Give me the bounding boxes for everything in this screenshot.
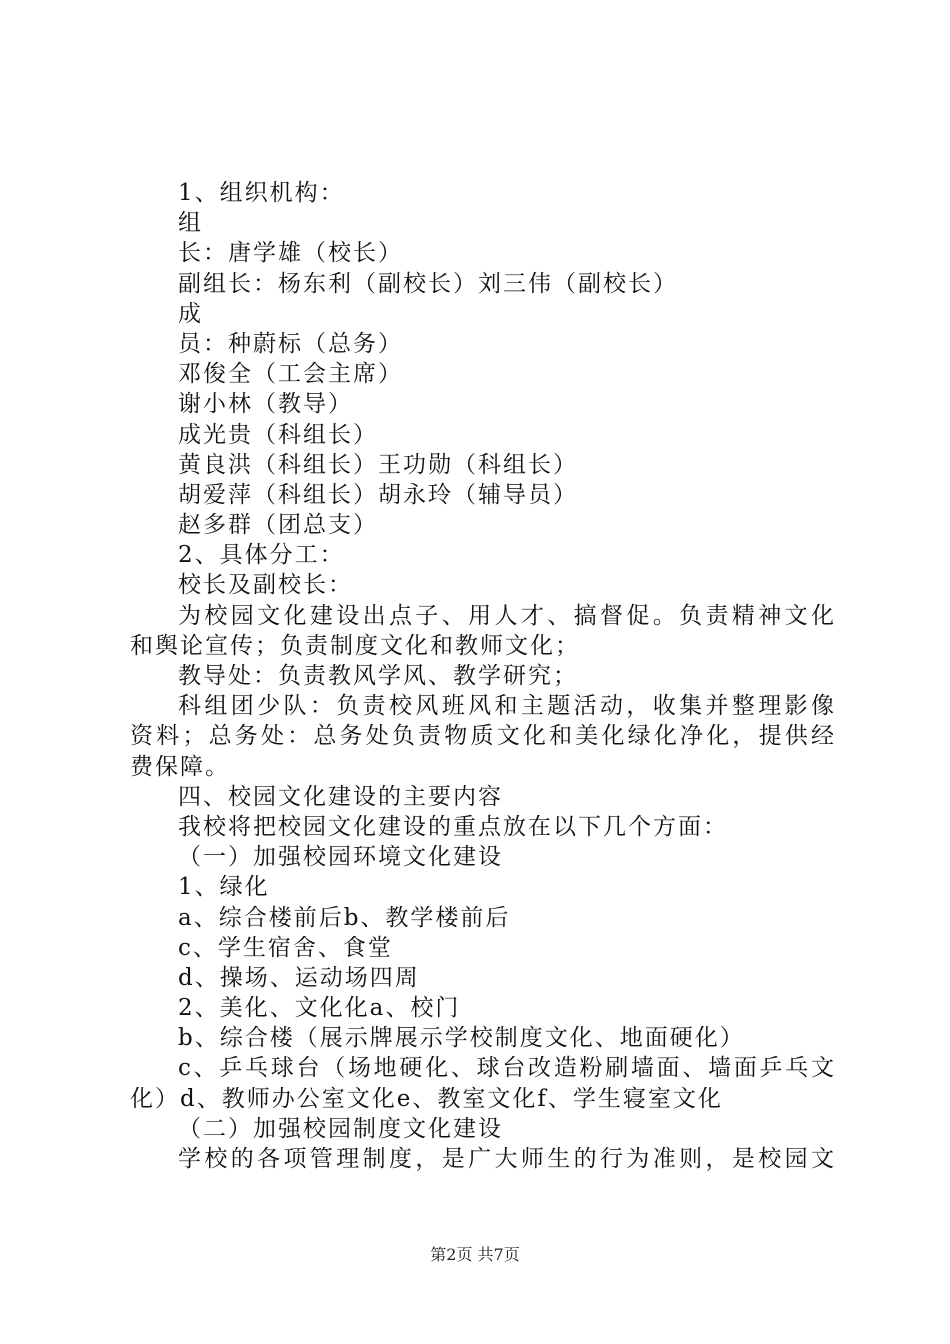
text-line: a、综合楼前后b、教学楼前后 (178, 904, 511, 931)
text-line: 胡爱萍（科组长）胡永玲（辅导员） (178, 481, 578, 508)
text-line: 教导处：负责教风学风、教学研究； (178, 663, 578, 689)
text-line: 为校园文化建设出点子、用人才、搞督促。负责精神文化 (178, 602, 835, 629)
text-line: 2、具体分工： (178, 542, 345, 569)
text-line: 学校的各项管理制度，是广大师生的行为准则，是校园文 (178, 1146, 835, 1172)
text-line: 资料；总务处：总务处负责物质文化和美化绿化净化，提供经 (130, 723, 835, 750)
text-line: 员：种蔚标（总务） (178, 330, 403, 357)
text-line: （一）加强校园环境文化建设 (178, 844, 503, 871)
document-body (130, 178, 835, 1174)
text-line: 费保障。 (130, 753, 230, 780)
text-line: 成 (178, 300, 203, 327)
text-line: 成光贵（科组长） (178, 421, 378, 448)
page-footer: 第2页 共7页 (430, 1245, 520, 1264)
text-line: 谢小林（教导） (178, 391, 353, 418)
text-line: 科组团少队：负责校风班风和主题活动，收集并整理影像 (178, 693, 835, 720)
text-line: 1、绿化 (178, 874, 270, 901)
text-line: 校长及副校长： (178, 572, 353, 599)
text-line: 1、组织机构： (178, 180, 345, 206)
text-line: 四、校园文化建设的主要内容 (178, 783, 503, 810)
text-line: 2、美化、文化化a、校门 (178, 995, 461, 1022)
text-line: 化）d、教师办公室文化e、教室文化f、学生寝室文化 (130, 1085, 723, 1112)
text-line: c、学生宿舍、食堂 (178, 934, 393, 961)
text-line: （二）加强校园制度文化建设 (178, 1115, 503, 1142)
text-line: 我校将把校园文化建设的重点放在以下几个方面： (178, 813, 728, 840)
text-line: 副组长：杨东利（副校长）刘三伟（副校长） (178, 270, 678, 297)
text-line: b、综合楼（展示牌展示学校制度文化、地面硬化） (178, 1025, 745, 1052)
text-line: 赵多群（团总支） (178, 512, 378, 539)
text-line: 组 (178, 210, 203, 237)
text-line: 黄良洪（科组长）王功勋（科组长） (178, 451, 578, 478)
text-line: d、操场、运动场四周 (178, 964, 420, 991)
text-line: c、乒乓球台（场地硬化、球台改造粉刷墙面、墙面乒乓文 (178, 1055, 835, 1082)
text-line: 长：唐学雄（校长） (178, 240, 403, 267)
text-line: 和舆论宣传；负责制度文化和教师文化； (130, 632, 580, 659)
text-line: 邓俊全（工会主席） (178, 361, 403, 388)
